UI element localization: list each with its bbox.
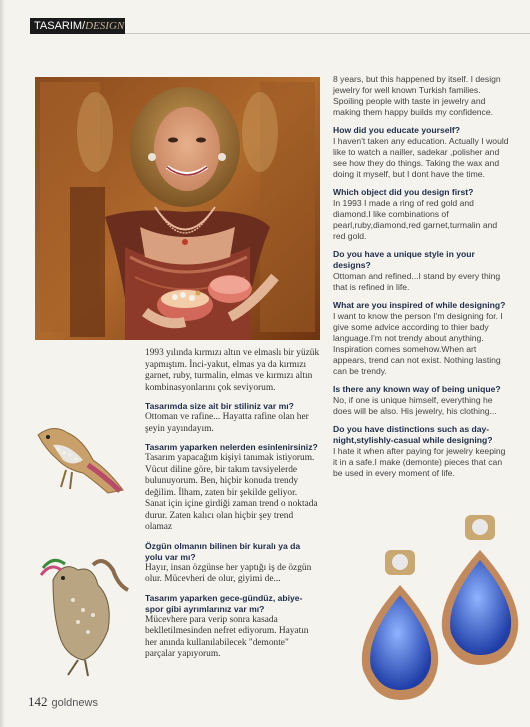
portrait-illustration [35,77,320,340]
right-question-4: What are you inspired of while designing? [333,300,506,310]
page-spine-shadow [0,0,5,727]
right-question-2: Which object did you design first? [333,187,474,197]
right-answer-1: I haven't taken any education. Actually I would like to watch a nailler, sadekar ,polisher and see how they do things. Taking the wax and doing it myself, but I dont have the time. [333,136,509,179]
designer-portrait-photo [35,77,320,340]
section-label-tr: TASARIM/ [34,20,86,32]
blue-earrings-image [335,515,520,705]
right-intro-paragraph: 8 years, but this happened by itself. I design jewelry for well known Turkish families. Spoiling people with taste in jewelry and making them happy builds my confidence. [333,74,501,117]
right-answer-2: In 1993 I made a ring of red gold and diamond.I like combinations of pearl,ruby,diamond,red garnet,turmalin and red gold. [333,198,498,241]
english-text-column [333,74,511,479]
right-answer-3: Ottoman and refined...I stand by every thing that is refined in life. [333,271,501,292]
left-question-4: Tasarım yaparken gece-gündüz, abiye-spor gibi ayrımlarınız var mı? [145,592,303,614]
left-answer-3: Hayır, insan özgünse her yaptığı iş de özgün olur. Mücevheri de olur, giyimi de... [145,562,312,584]
left-question-3: Özgün olmanın bilinen bir kuralı ya da yolu var mı? [145,540,301,562]
right-question-5: Is there any known way of being unique? [333,384,501,394]
right-answer-4: I want to know the person I'm designing for. I give some advice according to thier bady language.I'm not trendy about anything. Inspiration comes somehow.When art appears, trend can not exist. Nothing lasting can be trendy. [333,311,503,376]
magazine-brand: goldnews [51,697,98,709]
rooster-brooch-image [33,550,133,680]
right-answer-5: No, if one is unique himself, everything he does will be also. His jewelry, his clothing... [333,395,497,416]
right-answer-6: I hate it when after paying for jewelry keeping it in a safe.I make (demonte) pieces that can be used in every moment of life. [333,446,506,478]
right-question-6: Do you have distinctions such as day-night,stylishly-casual while designing? [333,424,493,445]
section-label [30,18,125,34]
left-answer-1: Ottoman ve rafine... Hayatta rafine olan her şeyin yayındayım. [145,412,309,434]
earrings-illustration [335,515,520,705]
left-answer-2: Tasarım yapacağım kişiyi tanımak istiyorum. Vücut diline göre, bir takım tavsiyelerde bulunuyorum. Ben, hiçbir konuda trendy değilim. İlham, zaten bir şekilde geliyor. Sanat için içine girdiği zaman trend o noktada durur. Zaten kalıcı olan hiçbir şey trend olamaz [145,453,318,532]
section-header [0,0,530,40]
right-question-3: Do you have a unique style in your designs? [333,249,475,270]
left-intro-paragraph: 1993 yılında kırmızı altın ve elmaslı bir yüzük yapmıştım. İnci-yakut, elmas ya da kırmızı garnet, ruby, turmalin, elmas ve kırmızı altın kombinasyonlarını çok seviyorum. [145,348,320,393]
right-question-1: How did you educate yourself? [333,125,461,135]
left-question-2: Tasarım yaparken nelerden esinlenirsiniz? [145,442,318,452]
page-number: 142 [28,694,48,709]
bird-brooch-illustration [28,415,128,500]
header-rule [125,33,530,34]
page-footer [28,694,98,710]
turkish-text-column [145,348,320,661]
section-label-en: DESIGN [85,20,125,32]
rooster-brooch-illustration [33,550,133,680]
left-question-1: Tasarımda size ait bir stiliniz var mı? [145,401,294,411]
bird-brooch-image [28,415,128,500]
left-answer-4: Mücevhere para verip sonra kasada beklletilmesinden nefret ediyorum. Hayatın her anında kullanılabilecek "demonte" parçalar yapıyorum. [145,614,309,659]
